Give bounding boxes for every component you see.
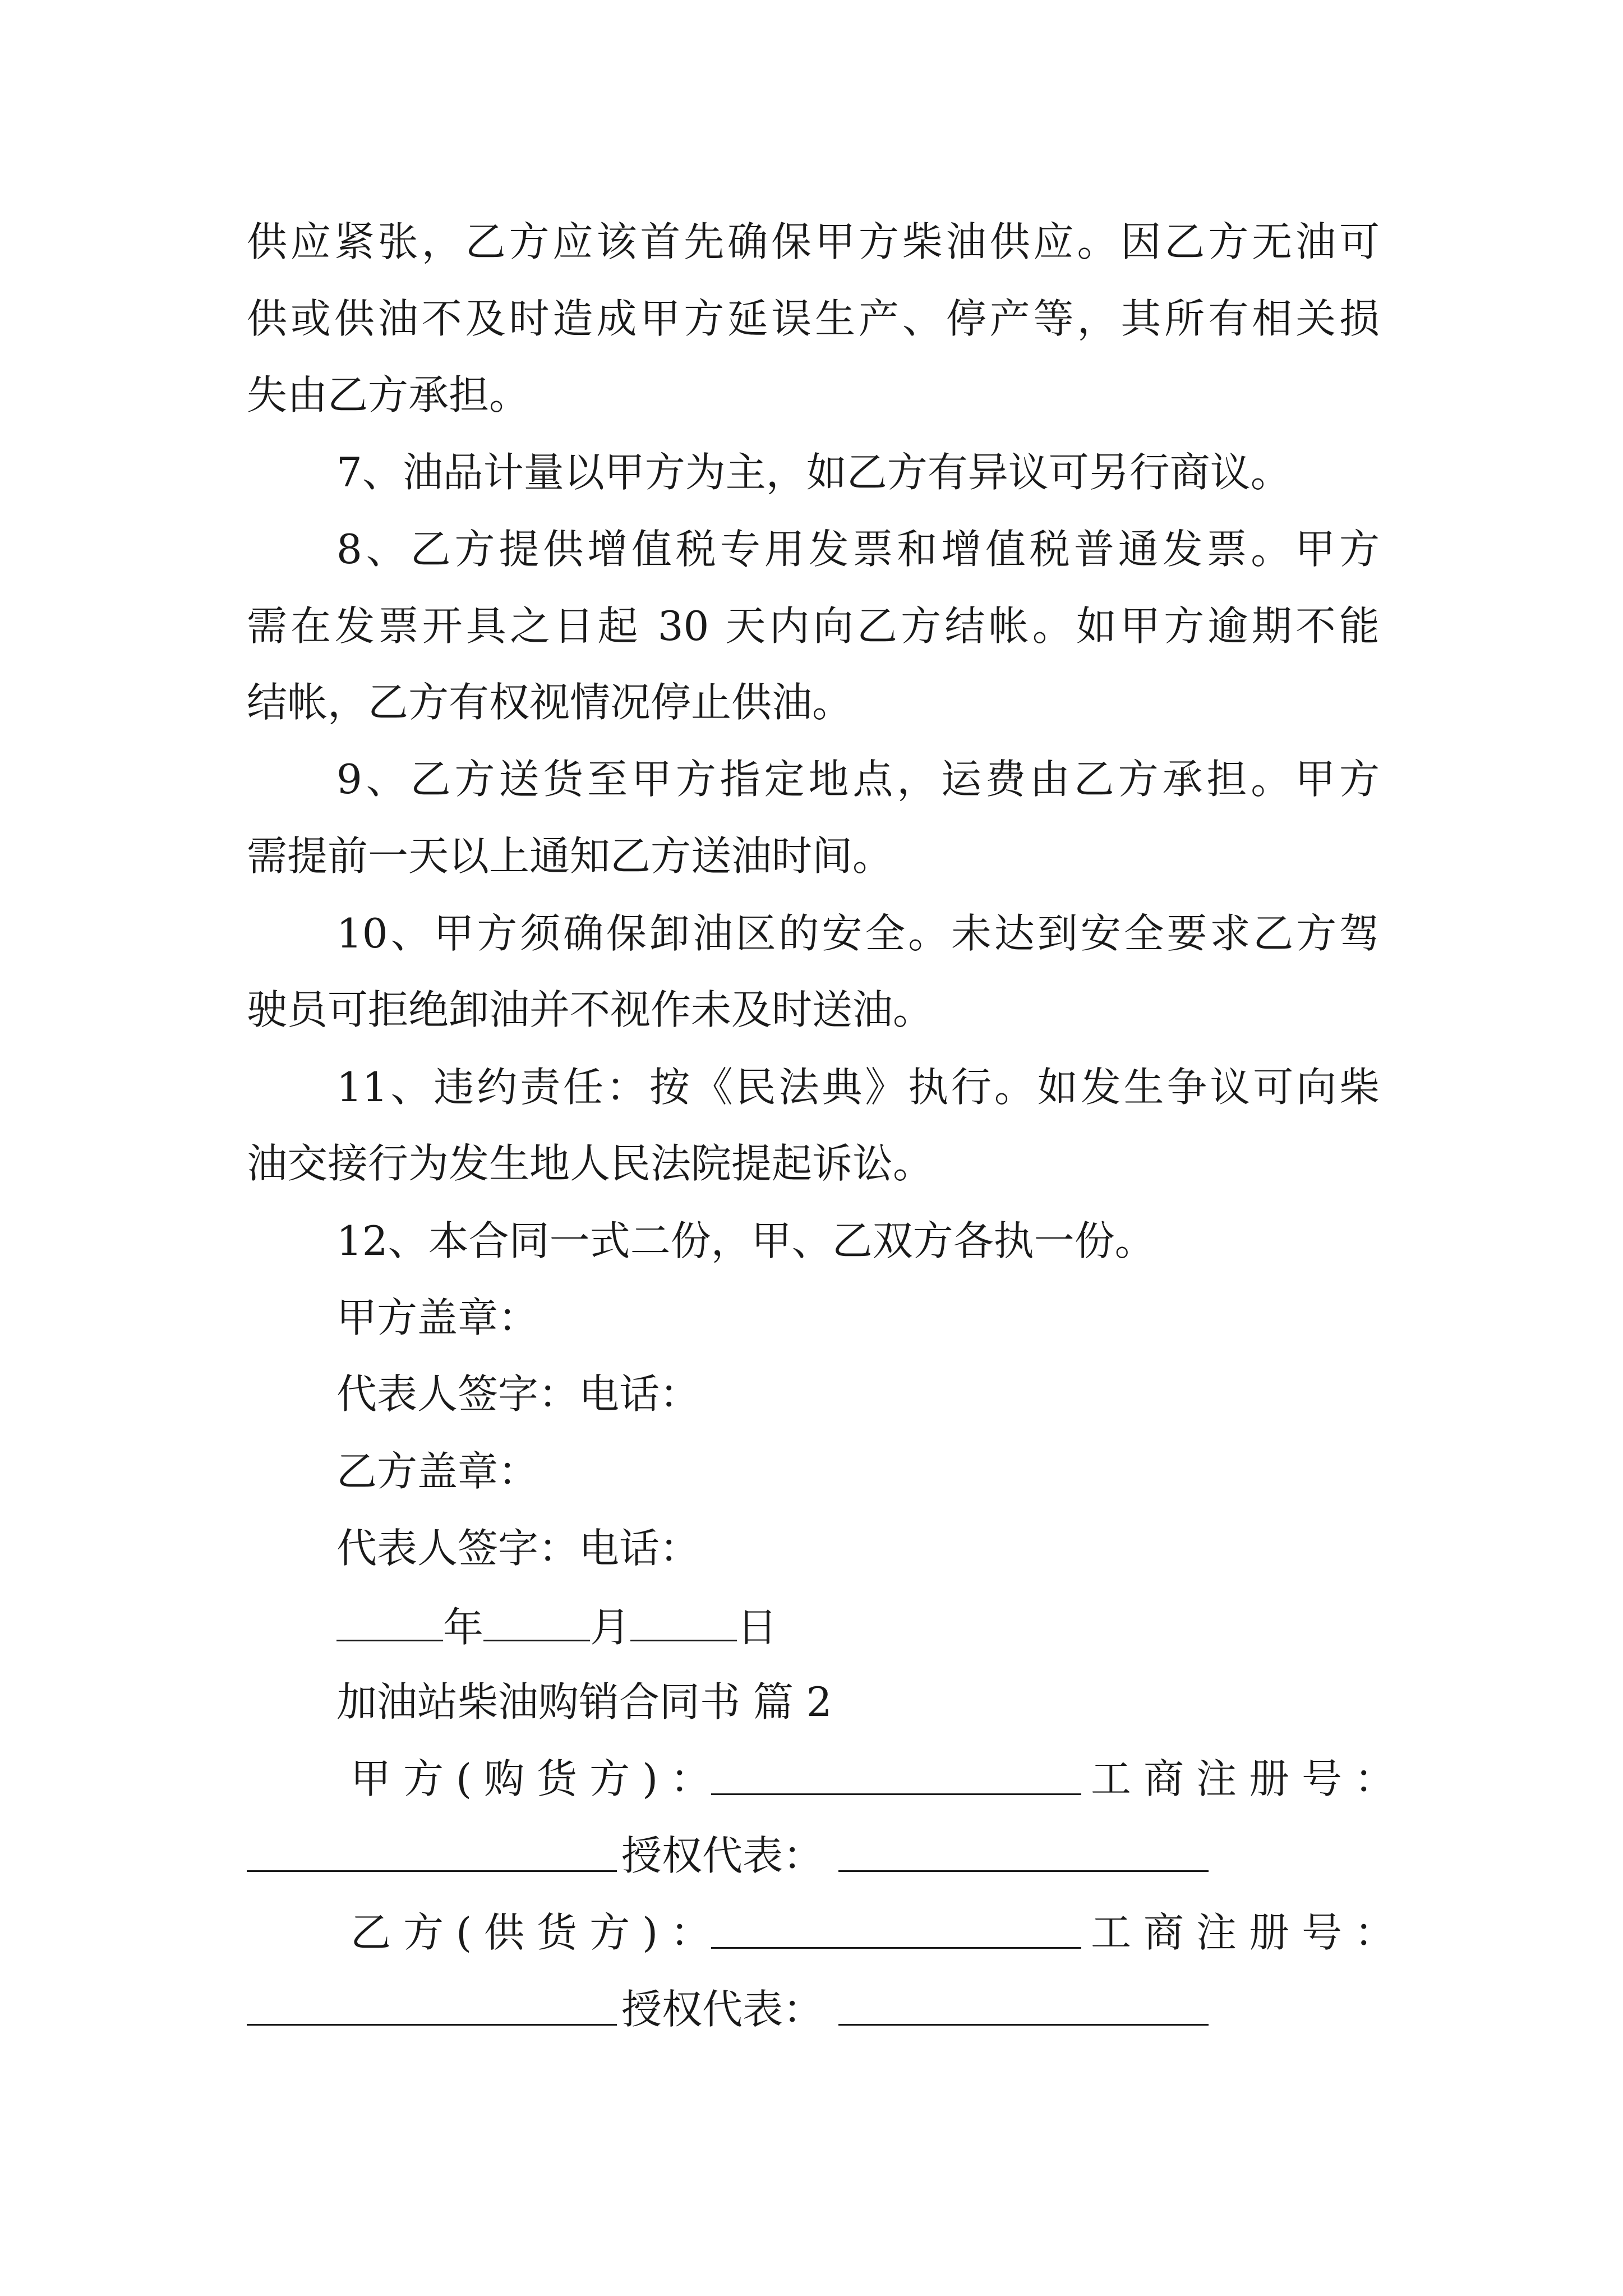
paragraph-line: 供应紧张，乙方应该首先确保甲方柴油供应。因乙方无油可	[247, 218, 1380, 265]
party-a-seal-label: 甲方盖章：	[336, 1294, 539, 1341]
month-label: 月	[590, 1604, 631, 1651]
party-a-name-blank	[711, 1759, 1081, 1801]
date-line	[336, 1604, 778, 1651]
clause-10-line: 10、甲方须确保卸油区的安全。未达到安全要求乙方驾	[336, 910, 1380, 957]
paragraph-line: 供或供油不及时造成甲方延误生产、停产等，其所有相关损	[247, 295, 1380, 342]
party-b-reg-blank	[247, 1989, 617, 2032]
party-a-rep-label: 授权代表：	[621, 1832, 824, 1879]
party-b-name-blank	[711, 1912, 1081, 1955]
clause-11-line: 油交接行为发生地人民法院提起诉讼。	[247, 1140, 934, 1187]
party-a-reg-blank	[247, 1835, 617, 1878]
party-b-label: 乙方(供货方)：	[351, 1909, 723, 1956]
party-a-rep-label: 代表人签字：电话：	[336, 1370, 700, 1418]
party-b-rep-label: 授权代表：	[621, 1986, 824, 2033]
party-a-rep-blank	[838, 1835, 1209, 1878]
party-b-reg-label: 工商注册号：	[1091, 1909, 1408, 1956]
day-blank	[630, 1605, 737, 1641]
party-b-rep-label: 代表人签字：电话：	[336, 1525, 700, 1572]
month-blank	[483, 1605, 590, 1641]
year-label: 年	[443, 1604, 484, 1651]
clause-9-line: 需提前一天以上通知乙方送油时间。	[247, 832, 893, 880]
clause-8-line: 8、乙方提供增值税专用发票和增值税普通发票。甲方	[336, 526, 1380, 573]
day-label: 日	[737, 1604, 778, 1651]
party-b-seal-label: 乙方盖章：	[336, 1448, 539, 1495]
party-a-reg-label: 工商注册号：	[1091, 1755, 1408, 1802]
year-blank	[336, 1605, 443, 1641]
party-b-rep-blank	[838, 1989, 1209, 2032]
party-a-label: 甲方(购货方)：	[351, 1755, 723, 1802]
clause-10-line: 驶员可拒绝卸油并不视作未及时送油。	[247, 986, 934, 1033]
clause-12: 12、本合同一式二份，甲、乙双方各执一份。	[336, 1217, 1155, 1264]
clause-8-line: 结帐，乙方有权视情况停止供油。	[247, 679, 853, 726]
section-title: 加油站柴油购销合同书 篇 2	[336, 1678, 832, 1726]
clause-7: 7、油品计量以甲方为主，如乙方有异议可另行商议。	[336, 449, 1291, 496]
clause-11-line: 11、违约责任：按《民法典》执行。如发生争议可向柴	[336, 1064, 1380, 1111]
clause-8-line: 需在发票开具之日起 30 天内向乙方结帐。如甲方逾期不能	[247, 602, 1380, 650]
clause-9-line: 9、乙方送货至甲方指定地点，运费由乙方承担。甲方	[336, 756, 1380, 803]
paragraph-line: 失由乙方承担。	[247, 371, 530, 418]
